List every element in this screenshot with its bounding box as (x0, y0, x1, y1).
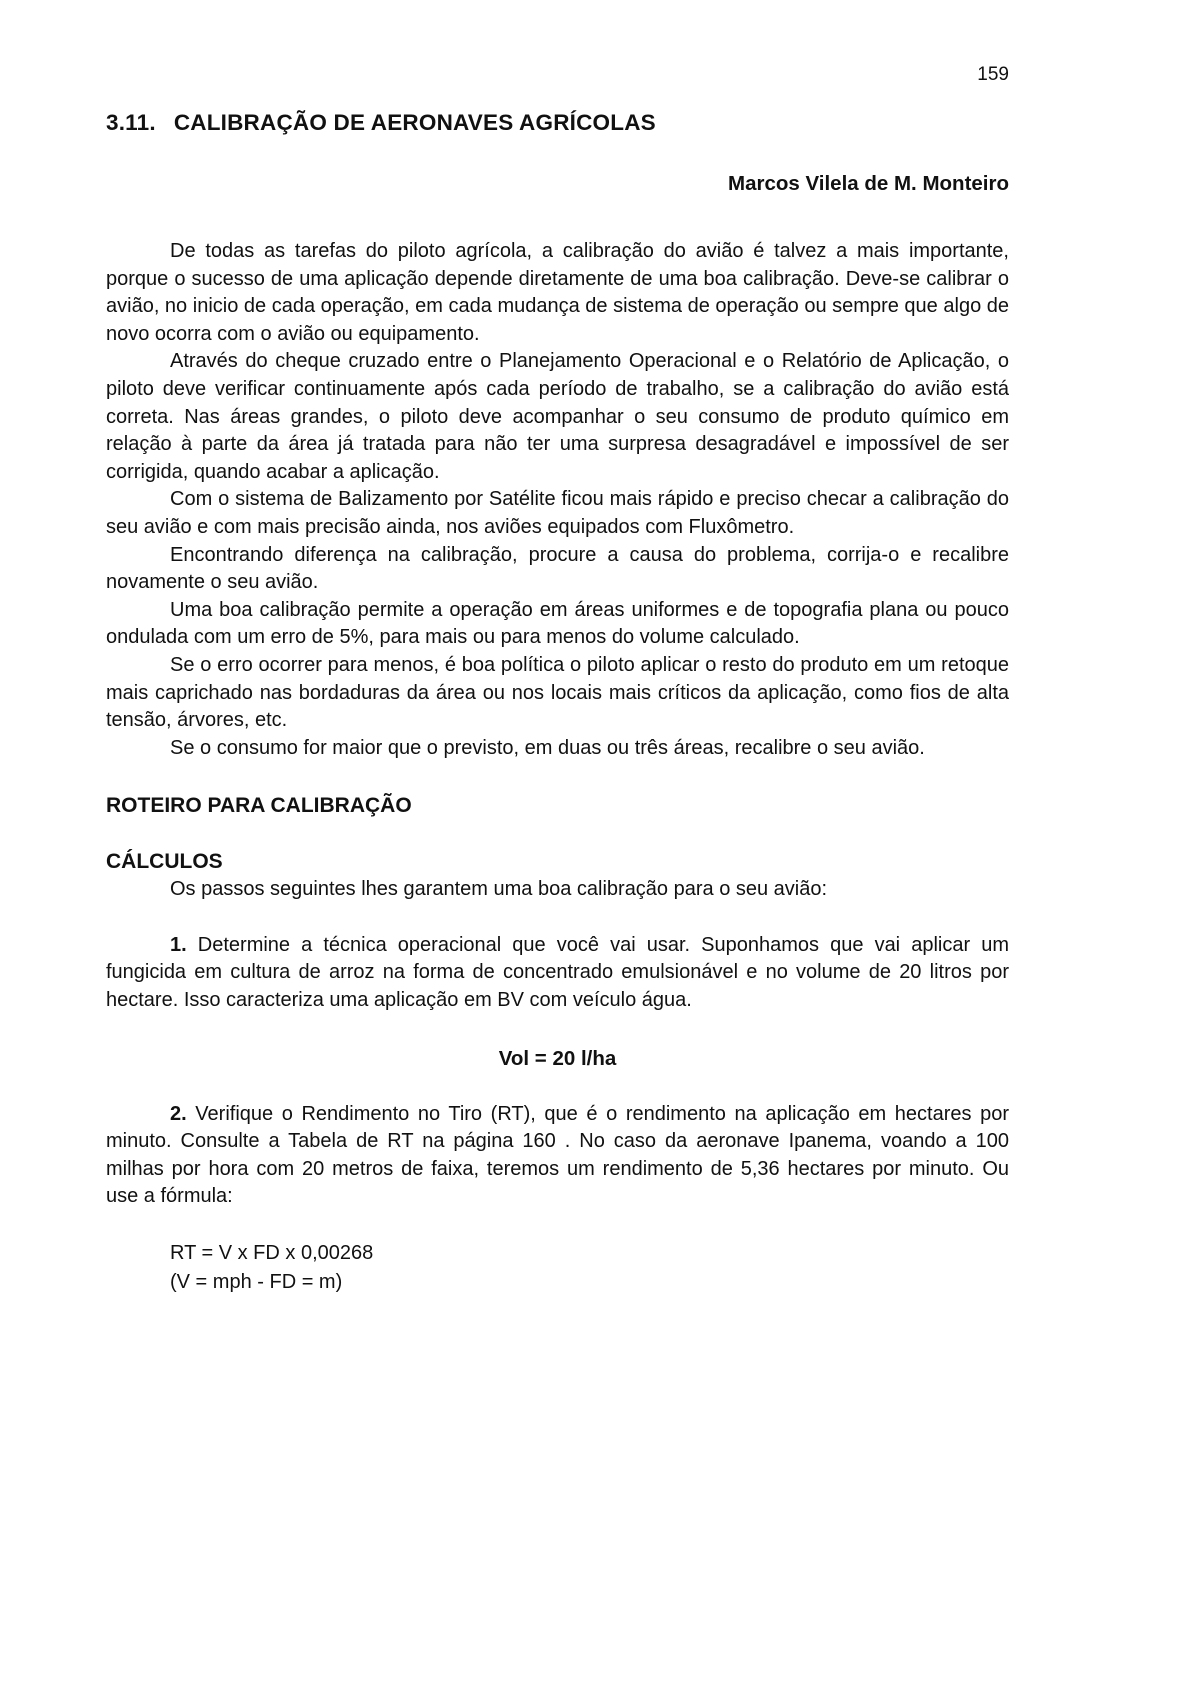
author-byline: Marcos Vilela de M. Monteiro (728, 172, 1009, 195)
paragraph: Uma boa calibração permite a operação em áreas uniformes e de topografia plana ou pouco ondulada com um erro de 5%, para mais ou para menos do volume calculado. (106, 598, 1009, 649)
section-title-text: CALIBRAÇÃO DE AERONAVES AGRÍCOLAS (173, 110, 656, 135)
paragraph: Através do cheque cruzado entre o Planejamento Operacional e o Relatório de Aplicação, o piloto deve verificar continuamente após cada período de trabalho, se a calibração do avião está correta. Nas áreas grandes, o piloto deve acompanhar o seu consumo de produto químico em relação à parte da área já tratada para não ter uma surpresa desagradável e impossível de ser corrigida, quando acabar a aplicação. (106, 350, 1009, 483)
step-number: 2. (170, 1102, 187, 1125)
heading-calculos: CÁLCULOS (106, 850, 223, 874)
heading-roteiro-para-calibracao: ROTEIRO PARA CALIBRAÇÃO (106, 794, 412, 818)
paragraph: De todas as tarefas do piloto agrícola, a calibração do avião é talvez a mais importante, porque o sucesso de uma aplicação depende diretamente de uma boa calibração. Deve-se calibrar o avião, no inicio de cada operação, em cada mudança de sistema de operação ou sempre que algo de novo ocorra com o avião ou equipamento. (106, 240, 1009, 345)
paragraph: Se o erro ocorrer para menos, é boa política o piloto aplicar o resto do produto em um retoque mais caprichado nas bordaduras da área ou nos locais mais críticos da aplicação, como fios de alta tensão, árvores, etc. (106, 653, 1009, 732)
step-paragraph-2 (106, 1101, 1009, 1211)
paragraph: Se o consumo for maior que o previsto, em duas ou três áreas, recalibre o seu avião. (170, 736, 925, 759)
paragraph: Com o sistema de Balizamento por Satélite ficou mais rápido e preciso checar a calibração do seu avião e com mais precisão ainda, nos aviões equipados com Fluxômetro. (106, 488, 1009, 538)
formula-rt-line: (V = mph - FD = m) (170, 1271, 343, 1294)
formula-vol: Vol = 20 l/ha (498, 1046, 617, 1070)
section-title (106, 110, 1009, 136)
formula-rt (106, 1239, 1009, 1297)
step-number: 1. (170, 933, 187, 956)
step-text: Verifique o Rendimento no Tiro (RT), que é o rendimento na aplicação em hectares por minuto. Consulte a Tabela de RT na página 160 . No caso da aeronave Ipanema, voando a 100 milhas por hora com 20 metros de faixa, teremos um rendimento de 5,36 hectares por minuto. Ou use a fórmula: (106, 1102, 1010, 1208)
step-text: Determine a técnica operacional que você vai usar. Suponhamos que vai aplicar um fungicida em cultura de arroz na forma de concentrado emulsionável e no volume de 20 litros por hectare. Isso caracteriza uma aplicação em BV com veículo água. (106, 933, 1010, 1012)
intro-paragraph: Os passos seguintes lhes garantem uma boa calibração para o seu avião: (170, 878, 828, 901)
page-number: 159 (977, 64, 1009, 85)
step-paragraph-1 (106, 932, 1009, 1015)
formula-rt-line: RT = V x FD x 0,00268 (170, 1242, 374, 1265)
paragraph: Encontrando diferença na calibração, procure a causa do problema, corrija-o e recalibre novamente o seu avião. (106, 543, 1009, 594)
section-title-number: 3.11. (106, 110, 156, 135)
